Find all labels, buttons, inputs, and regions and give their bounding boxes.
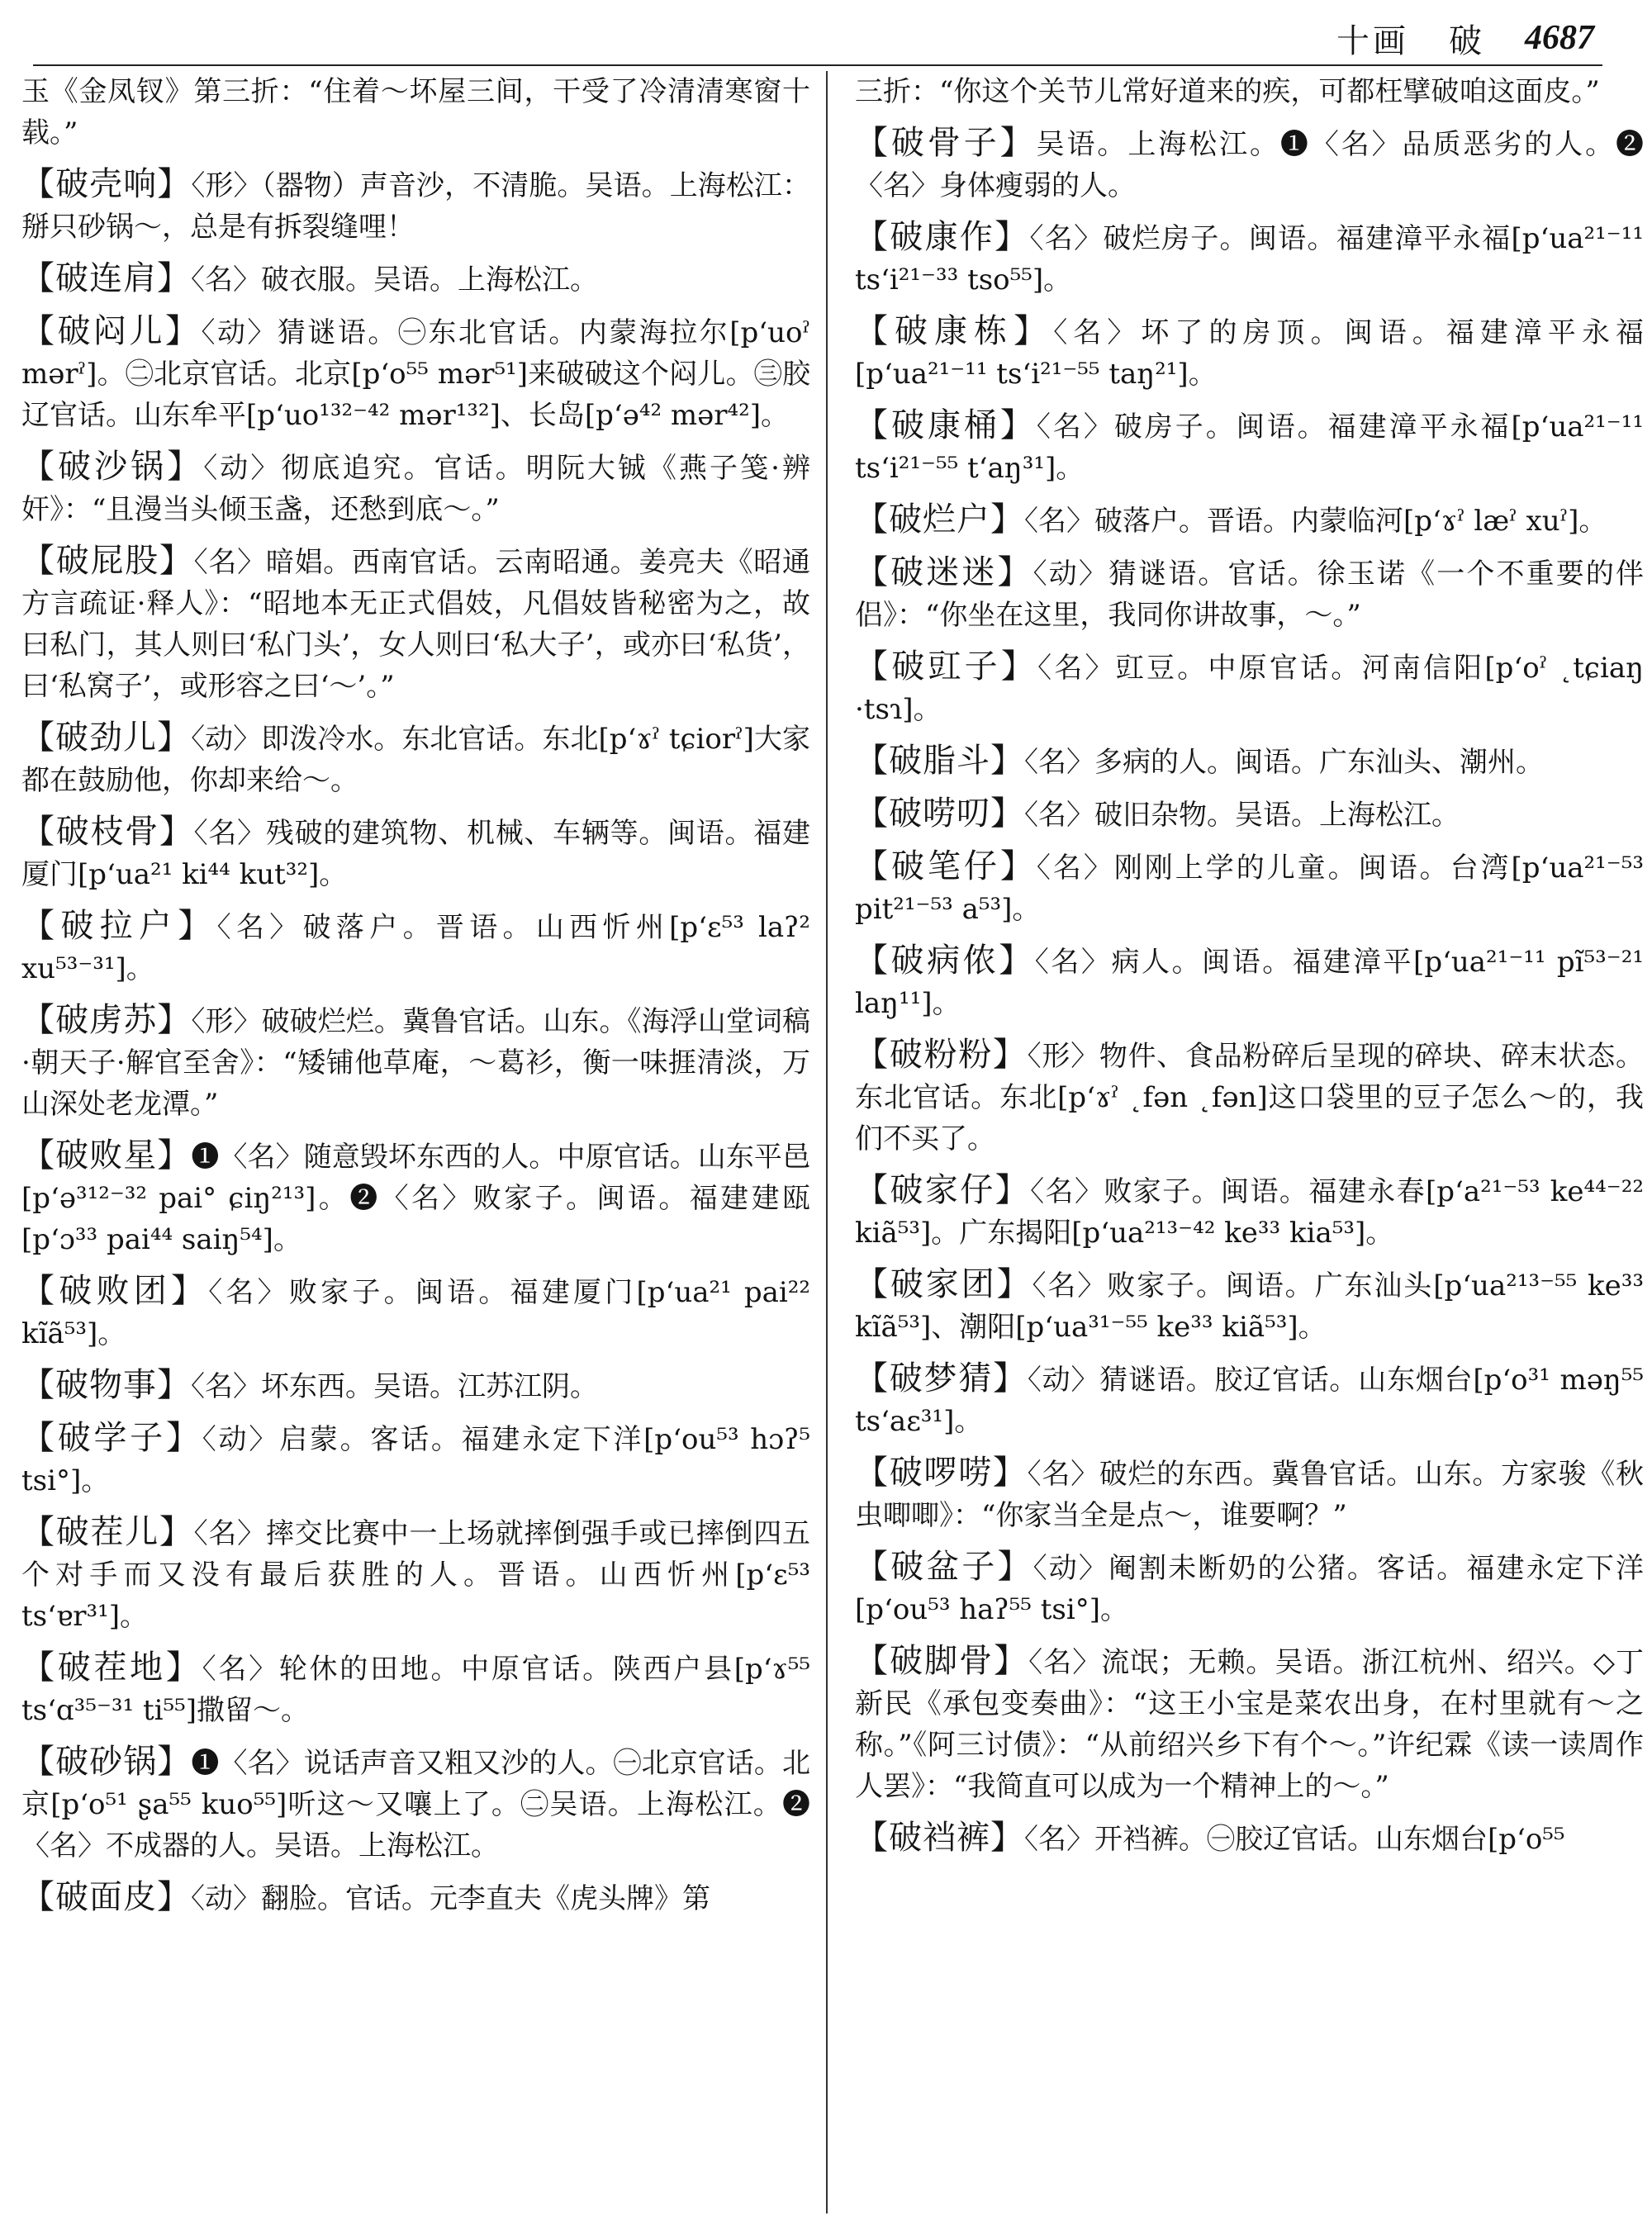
- dictionary-entry: [21, 1270, 810, 1355]
- page-header: [1239, 13, 1594, 63]
- entry-definition: 〈名〉破旧杂物。吴语。上海松江。: [1024, 799, 1460, 832]
- entry-headword: 【破豇子】: [855, 648, 1038, 686]
- entry-continuation: 玉《金凤钗》第三折：“住着～坏屋三间，干受了冷清清寒窗十载。”: [21, 75, 810, 149]
- entry-headword: 【破茬儿】: [21, 1513, 194, 1551]
- entry-definition: 〈动〉翻脸。官话。元李直夫《虎头牌》第: [191, 1882, 710, 1915]
- dictionary-entry: [21, 311, 810, 436]
- entry-headword: 【破脂斗】: [855, 742, 1024, 780]
- dictionary-entry: [855, 1452, 1644, 1536]
- dictionary-entry: [21, 1417, 810, 1502]
- entry-definition: 〈名〉破落户。晋语。内蒙临河[pʻɤˀ læˀ xuˀ]。: [1024, 505, 1607, 538]
- dictionary-entry: [855, 1817, 1644, 1860]
- entry-headword: 【破家仔】: [855, 1171, 1031, 1209]
- entry-headword: 【破沙锅】: [21, 448, 204, 486]
- entry-headword: 【破笔仔】: [855, 847, 1037, 885]
- entry-definition: 〈名〉坏了的房顶。闽语。福建漳平永福[pʻua²¹⁻¹¹ tsʻi²¹⁻⁵⁵ taŋ²¹]。: [855, 316, 1645, 391]
- entry-definition: 〈名〉轮休的田地。中原官话。陕西户县[pʻɤ⁵⁵ tsʻɑ³⁵⁻³¹ ti⁵⁵]撒留～。: [21, 1653, 810, 1727]
- entry-headword: 【破啰唠】: [855, 1454, 1028, 1492]
- dictionary-entry: [855, 793, 1644, 836]
- entry-headword: 【破家团】: [855, 1265, 1032, 1303]
- entry-definition: 〈动〉猜谜语。官话。徐玉诺《一个不重要的伴侣》：“你坐在这里，我同你讲故事，～。”: [855, 558, 1645, 632]
- entry-definition: 〈名〉败家子。闽语。福建永春[pʻa²¹⁻⁵³ ke⁴⁴⁻²² kiã⁵³]。广东揭阳[pʻua²¹³⁻⁴² ke³³ kia⁵³]。: [855, 1175, 1644, 1250]
- dictionary-entry: [855, 1546, 1644, 1630]
- entry-definition: 〈形〉（器物）声音沙，不清脆。吴语。上海松江：掰只砂锅～，总是有拆裂缝哩！: [21, 169, 811, 244]
- entry-continuation: 三折：“你这个关节儿常好道来的疾，可都枉擘破咱这面皮。”: [855, 75, 1600, 108]
- entry-definition: ❶〈名〉随意毁坏东西的人。中原官话。山东平邑[pʻə³¹²⁻³² pai° ɕiŋ²¹³]。❷〈名〉败家子。闽语。福建建瓯[pʻɔ³³ pai⁴⁴ saiŋ⁵⁴]。: [21, 1141, 811, 1256]
- dictionary-entry: [855, 1264, 1644, 1348]
- section-label: 十画: [1336, 21, 1409, 60]
- dictionary-entry: [21, 811, 810, 895]
- dictionary-entry: [21, 258, 810, 301]
- dictionary-entry: [21, 1135, 810, 1260]
- entry-definition: 〈名〉破烂房子。闽语。福建漳平永福[pʻua²¹⁻¹¹ tsʻi²¹⁻³³ tso⁵⁵]。: [855, 222, 1644, 297]
- entry-definition: 〈动〉启蒙。客话。福建永定下洋[pʻou⁵³ hɔʔ⁵ tsi°]。: [21, 1423, 810, 1497]
- header-character: 破: [1449, 21, 1485, 60]
- entry-definition: 〈名〉破烂的东西。冀鲁官话。山东。方家骏《秋虫唧唧》：“你家当全是点～，谁要啊？”: [855, 1458, 1645, 1532]
- entry-definition: 〈名〉摔交比赛中一上场就摔倒强手或已摔倒四五个对手而又没有最后获胜的人。晋语。山西忻州[pʻɛ⁵³ tsʻɐr³¹]。: [21, 1517, 811, 1633]
- dictionary-entry: [21, 999, 810, 1125]
- dictionary-entry: [21, 164, 810, 248]
- entry-definition: 〈名〉破衣服。吴语。上海松江。: [191, 263, 598, 297]
- entry-headword: 【破病侬】: [855, 942, 1035, 980]
- entry-definition: ❶〈名〉说话声音又粗又沙的人。㊀北京官话。北京[pʻo⁵¹ ʂa⁵⁵ kuo⁵⁵]听这～又嚷上了。㊁吴语。上海松江。❷〈名〉不成器的人。吴语。上海松江。: [21, 1747, 811, 1862]
- entry-headword: 【破茬地】: [21, 1649, 202, 1687]
- dictionary-entry: [855, 499, 1644, 542]
- entry-headword: 【破学子】: [21, 1419, 202, 1457]
- entry-headword: 【破烂户】: [855, 501, 1024, 539]
- dictionary-entry: [855, 405, 1644, 489]
- entry-definition: 〈形〉破破烂烂。冀鲁官话。山东。《海浮山堂词稿·朝天子·解官至舍》：“矮铺他草庵，～葛衫，衡一味捱清淡，万山深处老龙潭。”: [21, 1005, 811, 1121]
- entry-headword: 【破康桶】: [855, 406, 1037, 444]
- entry-headword: 【破裆裤】: [855, 1819, 1024, 1857]
- dictionary-entry: [855, 646, 1644, 730]
- dictionary-entry: [21, 1511, 810, 1637]
- dictionary-entry: [21, 446, 810, 530]
- dictionary-entry: [21, 1741, 810, 1867]
- left-column: [21, 71, 810, 1929]
- entry-definition: 〈名〉败家子。闽语。福建厦门[pʻua²¹ pai²² kĩã⁵³]。: [21, 1276, 810, 1350]
- entry-headword: 【破物事】: [21, 1366, 191, 1404]
- entry-headword: 【破连肩】: [21, 259, 191, 297]
- entry-headword: 【破败团】: [21, 1272, 209, 1310]
- column-divider: [826, 71, 828, 2213]
- dictionary-entry: [21, 1647, 810, 1731]
- entry-definition: 〈名〉坏东西。吴语。江苏江阴。: [191, 1370, 598, 1403]
- dictionary-entry: [855, 311, 1644, 395]
- entry-definition: 〈名〉破落户。晋语。山西忻州[pʻɛ⁵³ laʔ² xu⁵³⁻³¹]。: [21, 911, 810, 985]
- entry-headword: 【破粉粉】: [855, 1036, 1028, 1074]
- dictionary-entry: [855, 846, 1644, 930]
- entry-headword: 【破闷儿】: [21, 312, 202, 350]
- entry-definition: 〈形〉物件、食品粉碎后呈现的碎块、碎末状态。东北官话。东北[pʻɤˀ ˛fən ˛fən]这口袋里的豆子怎么～的，我们不买了。: [855, 1040, 1645, 1155]
- entry-headword: 【破枝骨】: [21, 813, 194, 851]
- entry-definition: 〈名〉多病的人。闽语。广东汕头、潮州。: [1024, 746, 1544, 779]
- entry-definition: 〈名〉破房子。闽语。福建漳平永福[pʻua²¹⁻¹¹ tsʻi²¹⁻⁵⁵ tʻaŋ³¹]。: [855, 410, 1644, 485]
- dictionary-entry: [21, 540, 810, 707]
- dictionary-entry: [855, 1358, 1644, 1442]
- dictionary-entry: [21, 905, 810, 989]
- header-rule: [33, 64, 1602, 66]
- entry-headword: 【破虏苏】: [21, 1001, 192, 1039]
- entry-definition: 〈名〉豇豆。中原官话。河南信阳[pʻoˀ ˛tɕiaŋ ·tsɿ]。: [855, 652, 1645, 726]
- entry-definition: 〈名〉流氓；无赖。吴语。浙江杭州、绍兴。◇丁新民《承包变奏曲》：“这王小宝是菜农出身，在村里就有～之称。”《阿三讨债》：“从前绍兴乡下有个～。”许纪霖《读一读周作人罢》：“我简直可以成为一个精神上的～。”: [855, 1646, 1644, 1803]
- dictionary-entry: [21, 1364, 810, 1407]
- entry-headword: 【破壳响】: [21, 165, 192, 203]
- entry-definition: 〈动〉猜谜语。胶辽官话。山东烟台[pʻo³¹ məŋ⁵⁵ tsʻaɛ³¹]。: [855, 1364, 1644, 1438]
- entry-definition: 〈动〉即泼冷水。东北官话。东北[pʻɤˀ tɕiorˀ]大家都在鼓励他，你却来给～。: [21, 723, 810, 797]
- entry-headword: 【破康栋】: [855, 312, 1054, 350]
- dictionary-entry: [21, 1877, 810, 1919]
- entry-definition: 〈动〉阉割未断奶的公猪。客话。福建永定下洋[pʻou⁵³ haʔ⁵⁵ tsi°]。: [855, 1552, 1645, 1626]
- entry-definition: 〈名〉败家子。闽语。广东汕头[pʻua²¹³⁻⁵⁵ ke³³ kĩã⁵³]、潮阳[pʻua³¹⁻⁵⁵ ke³³ kiã⁵³]。: [855, 1269, 1645, 1344]
- dictionary-entry: [855, 1034, 1644, 1160]
- entry-definition: 〈动〉彻底追究。官话。明阮大铖《燕子笺·辨奸》：“且漫当头倾玉盏，还愁到底～。”: [21, 452, 811, 526]
- right-column: [855, 71, 1644, 1870]
- entry-headword: 【破迷迷】: [855, 553, 1033, 591]
- entry-headword: 【破败星】: [21, 1136, 192, 1174]
- entry-headword: 【破劲儿】: [21, 719, 192, 757]
- entry-headword: 【破面皮】: [21, 1878, 191, 1916]
- page-number: 4687: [1525, 19, 1594, 57]
- dictionary-entry: [855, 940, 1644, 1024]
- entry-definition: 〈名〉暗娼。西南官话。云南昭通。姜亮夫《昭通方言疏证·释人》：“昭地本无正式倡妓，凡倡妓皆秘密为之，故曰私门，其人则曰‘私门头’，女人则曰‘私大子’，或亦曰‘私货’，曰‘私窝子’，或形容之曰‘～’。”: [21, 546, 811, 703]
- entry-headword: 【破骨子】: [855, 124, 1037, 162]
- entry-definition: 〈名〉残破的建筑物、机械、车辆等。闽语。福建厦门[pʻua²¹ ki⁴⁴ kut³²]。: [21, 817, 811, 891]
- dictionary-entry: [855, 740, 1644, 783]
- dictionary-entry: [855, 216, 1644, 301]
- entry-headword: 【破唠叨】: [855, 795, 1024, 833]
- entry-headword: 【破梦猜】: [855, 1359, 1028, 1397]
- entry-headword: 【破康作】: [855, 218, 1030, 256]
- dictionary-entry: [855, 552, 1644, 636]
- entry-definition: 〈名〉刚刚上学的儿童。闽语。台湾[pʻua²¹⁻⁵³ pit²¹⁻⁵³ a⁵³]。: [855, 852, 1644, 926]
- entry-definition: 〈动〉猜谜语。㊀东北官话。内蒙海拉尔[pʻuoˀ mərˀ]。㊁北京官话。北京[pʻo⁵⁵ mər⁵¹]来破破这个闷儿。㊂胶辽官话。山东牟平[pʻuo¹³²⁻⁴² mər¹³²]、长岛[pʻə⁴² mər⁴²]。: [21, 316, 811, 432]
- entry-headword: 【破屁股】: [21, 542, 194, 580]
- dictionary-entry: [21, 717, 810, 801]
- entry-definition: 吴语。上海松江。❶〈名〉品质恶劣的人。❷〈名〉身体瘦弱的人。: [855, 128, 1645, 202]
- entry-headword: 【破砂锅】: [21, 1743, 192, 1781]
- entry-definition: 〈名〉开裆裤。㊀胶辽官话。山东烟台[pʻo⁵⁵: [1024, 1823, 1565, 1856]
- dictionary-entry: [855, 1640, 1644, 1807]
- entry-headword: 【破脚骨】: [855, 1642, 1029, 1680]
- entry-headword: 【破盆子】: [855, 1548, 1033, 1586]
- dictionary-entry: [855, 122, 1644, 206]
- dictionary-entry: [855, 1170, 1644, 1254]
- entry-definition: 〈名〉病人。闽语。福建漳平[pʻua²¹⁻¹¹ pĩ⁵³⁻²¹ laŋ¹¹]。: [855, 946, 1644, 1020]
- entry-headword: 【破拉户】: [21, 907, 217, 945]
